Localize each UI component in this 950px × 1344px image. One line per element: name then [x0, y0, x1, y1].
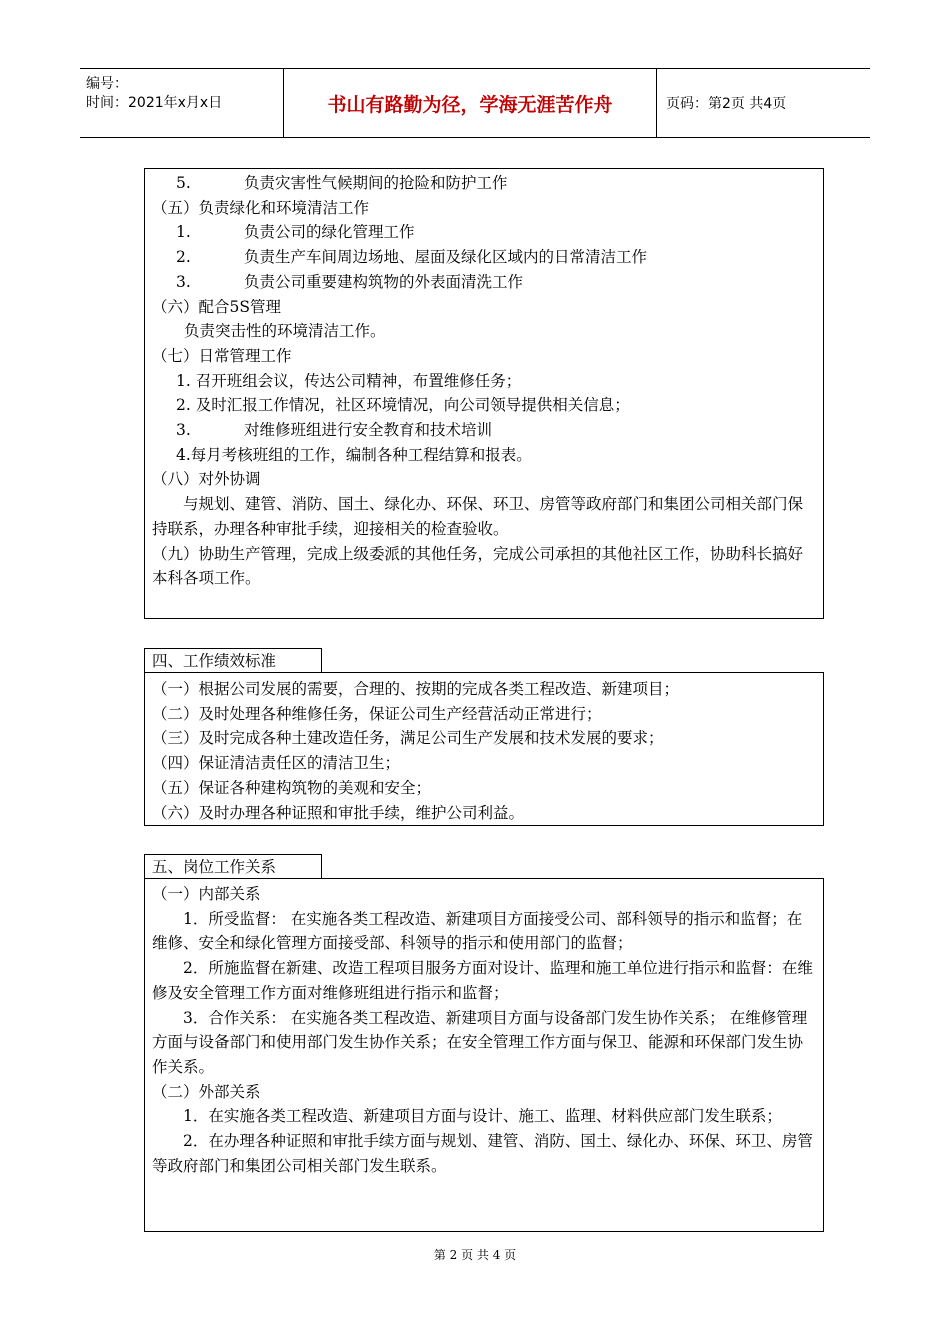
performance-item: （四）保证清洁责任区的清洁卫生； — [152, 754, 401, 773]
number-label: 编号： — [86, 76, 128, 92]
date-label: 时间：2021年x月x日 — [86, 95, 223, 111]
duty-paragraph: 与规划、建管、消防、国土、绿化办、环保、环卫、房管等政府部门和集团公司相关部门保持联系，办理各种审批手续，迎接相关的检查验收。 — [152, 495, 804, 538]
relations-box — [144, 878, 824, 1232]
section4-title: 四、工作绩效标准 — [144, 648, 322, 673]
duty-line: 2. 及时汇报工作情况，社区环境情况，向公司领导提供相关信息； — [176, 396, 630, 415]
relations-paragraph: 2．所施监督在新建、改造工程项目服务方面对设计、监理和施工单位进行指示和监督：在维修及安全管理工作方面对维修班组进行指示和监督； — [152, 959, 813, 1002]
performance-item: （二）及时处理各种维修任务，保证公司生产经营活动正常进行； — [152, 704, 602, 723]
performance-box — [144, 672, 824, 826]
duty-line: 3. 负责公司重要建构筑物的外表面清洗工作 — [176, 272, 524, 291]
duty-line: 1. 召开班组会议，传达公司精神，布置维修任务； — [176, 371, 522, 390]
performance-item: （三）及时完成各种土建改造任务，满足公司生产发展和技术发展的要求； — [152, 729, 664, 748]
relations-paragraph: 3．合作关系： 在实施各类工程改造、新建项目方面与设备部门发生协作关系； 在维修管理方面与设备部门和使用部门发生协作关系；在安全管理工作方面与保卫、能源和环保部门发生协作关系。 — [152, 1008, 808, 1076]
relations-paragraph: 1．在实施各类工程改造、新建项目方面与设计、施工、监理、材料供应部门发生联系； — [183, 1107, 782, 1126]
relations-heading: （二）外部关系 — [152, 1082, 261, 1101]
duty-heading: （五）负责绿化和环境清洁工作 — [152, 198, 370, 217]
duty-paragraph: （九）协助生产管理，完成上级委派的其他任务，完成公司承担的其他社区工作，协助科长搞好本科各项工作。 — [152, 544, 804, 588]
motto: 书山有路勤为径，学海无涯苦作舟 — [283, 69, 657, 137]
performance-item: （六）及时办理各种证照和审批手续，维护公司利益。 — [152, 803, 525, 822]
page-info: 页码：第2页 共4页 — [666, 96, 787, 112]
duty-line: 3. 对维修班组进行安全教育和技术培训 — [176, 421, 493, 440]
section5-title: 五、岗位工作关系 — [144, 854, 322, 879]
header-meta — [86, 75, 222, 113]
page-header — [80, 68, 870, 138]
relations-heading: （一）内部关系 — [152, 885, 261, 903]
page-footer: 第 2 页 共 4 页 — [433, 1248, 517, 1262]
performance-item: （一）根据公司发展的需要，合理的、按期的完成各类工程改造、新建项目； — [152, 680, 680, 698]
performance-item: （五）保证各种建构筑物的美观和安全； — [152, 778, 432, 797]
duty-line: 2. 负责生产车间周边场地、屋面及绿化区域内的日常清洁工作 — [176, 248, 648, 267]
duty-line: 1. 负责公司的绿化管理工作 — [176, 223, 415, 242]
duty-heading: （六）配合5S管理 — [152, 297, 281, 316]
duties-box — [144, 168, 824, 619]
duty-heading: （八）对外协调 — [152, 470, 261, 489]
relations-paragraph: 2．在办理各种证照和审批手续方面与规划、建管、消防、国土、绿化办、环保、环卫、房管等政府部门和集团公司相关部门发生联系。 — [152, 1132, 813, 1175]
relations-paragraph: 1．所受监督： 在实施各类工程改造、新建项目方面接受公司、部科领导的指示和监督；在维修、安全和绿化管理方面接受部、科领导的指示和使用部门的监督； — [152, 909, 803, 953]
duty-line: 负责突击性的环境清洁工作。 — [184, 322, 386, 341]
duty-heading: （七）日常管理工作 — [152, 346, 292, 365]
duty-line: 5. 负责灾害性气候期间的抢险和防护工作 — [176, 174, 508, 192]
duty-line: 4.每月考核班组的工作，编制各种工程结算和报表。 — [176, 445, 532, 464]
